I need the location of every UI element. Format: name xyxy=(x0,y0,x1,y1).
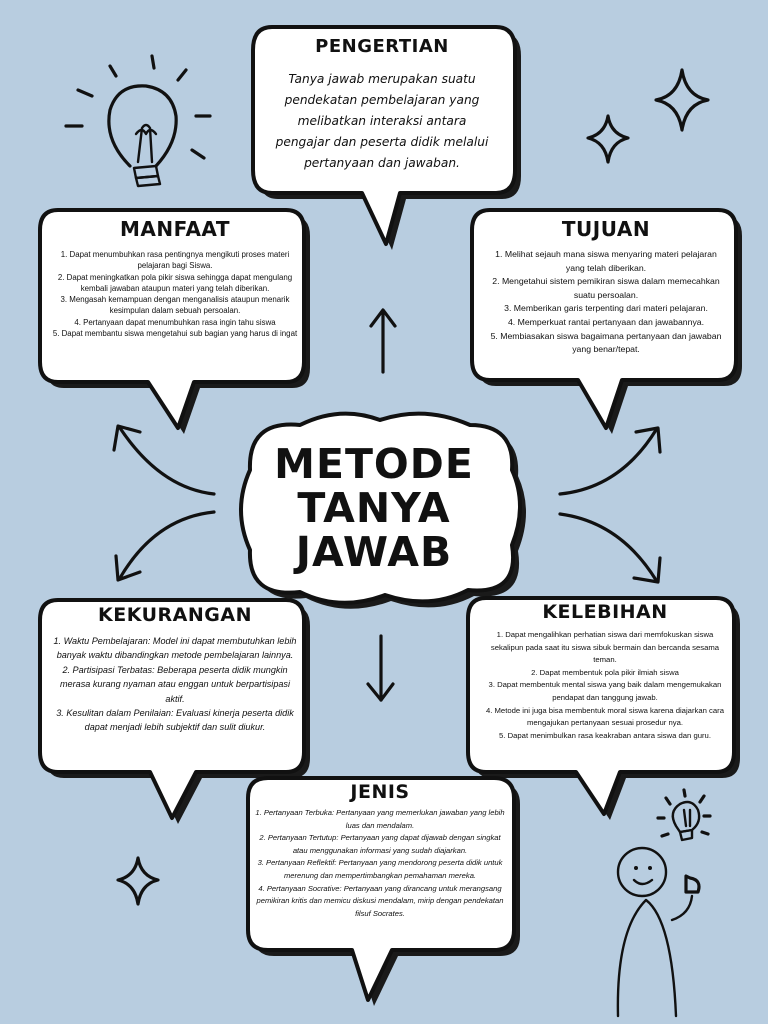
arrow-down-left xyxy=(116,512,214,580)
jenis-title: JENIS xyxy=(350,781,410,803)
manfaat-item: 5. Dapat membantu siswa mengetahui sub bagian yang harus di ingat xyxy=(52,329,298,339)
pengertian-section xyxy=(270,36,494,174)
kelebihan-item: 1. Dapat mengalihkan perhatian siswa dari memfokuskan siswa sekalipun pada saat itu siswa sibuk bermain dan bercanda sesama teman. xyxy=(490,630,720,665)
kelebihan-item: 3. Dapat membentuk mental siswa yang baik dalam mengemukakan pendapat dan tanggung jawab. xyxy=(488,680,722,702)
kelebihan-list xyxy=(482,629,728,742)
center-title-line-3: JAWAB xyxy=(295,528,453,576)
manfaat-item: 2. Dapat meningkatkan pola pikir siswa sehingga dapat mengulang kembali jawaban ataupun materi yang telah diberikan. xyxy=(57,272,293,293)
arrow-down-right xyxy=(560,514,660,582)
arrow-down xyxy=(368,636,393,700)
manfaat-item: 4. Pertanyaan dapat menumbuhkan rasa ingin tahu siswa xyxy=(74,317,276,327)
jenis-list xyxy=(252,807,508,920)
center-title-line-2: TANYA xyxy=(297,484,451,532)
jenis-item: 2. Pertanyaan Tertutup: Pertanyaan yang dapat dijawab dengan singkat atau menggunakan informasi yang sudah diajarkan. xyxy=(259,833,501,855)
tujuan-list xyxy=(488,248,724,357)
kekurangan-section xyxy=(52,604,298,735)
manfaat-item: 1. Dapat menumbuhkan rasa pentingnya mengikuti proses materi pelajaran bagi Siswa. xyxy=(60,250,290,271)
kelebihan-title: KELEBIHAN xyxy=(542,601,668,623)
kekurangan-item: 3. Kesulitan dalam Penilaian: Evaluasi kinerja peserta didik dapat menjadi lebih subjektif dan sulit diukur. xyxy=(56,708,294,733)
kelebihan-item: 5. Dapat menimbulkan rasa keakraban antara siswa dan guru. xyxy=(499,730,711,740)
jenis-item: 4. Pertanyaan Socrative: Pertanyaan yang dirancang untuk merangsang pemikiran kritis dan memicu diskusi mendalam, mirip dengan pendekatan filsuf Socrates. xyxy=(256,883,504,918)
arrow-up xyxy=(371,310,395,372)
tujuan-section xyxy=(488,217,724,357)
tujuan-item: 3. Memberikan garis terpenting dari materi pelajaran. xyxy=(504,303,708,314)
tujuan-item: 2. Mengetahui sistem pemikiran siswa dalam memecahkan suatu persoalan. xyxy=(492,276,720,300)
sparkle-icon-large xyxy=(656,70,708,130)
tujuan-item: 1. Melihat sejauh mana siswa menyaring materi pelajaran yang telah diberikan. xyxy=(495,249,717,273)
person-with-idea-icon xyxy=(618,790,710,1016)
tujuan-title: TUJUAN xyxy=(561,217,651,241)
manfaat-list xyxy=(52,249,298,339)
manfaat-title: MANFAAT xyxy=(119,217,231,241)
kekurangan-item: 2. Partisipasi Terbatas: Beberapa peserta didik mungkin merasa kurang nyaman atau enggan untuk berpartisipasi aktif. xyxy=(59,664,290,704)
kelebihan-item: 4. Metode ini juga bisa membentuk moral siswa karena diajarkan cara mengajukan pertanyaan sesuai prosedur nya. xyxy=(485,705,724,728)
jenis-item: 1. Pertanyaan Terbuka: Pertanyaan yang memerlukan jawaban yang lebih luas dan mendalam. xyxy=(255,808,505,830)
kelebihan-section xyxy=(482,601,728,742)
arrow-up-left xyxy=(114,426,214,494)
arrow-up-right xyxy=(560,428,660,494)
manfaat-section xyxy=(52,217,298,339)
pengertian-title: PENGERTIAN xyxy=(315,36,449,57)
jenis-item: 3. Pertanyaan Reflektif: Pertanyaan yang mendorong peserta didik untuk merenung dan mempertimbangkan pemahaman mereka. xyxy=(257,858,503,880)
kekurangan-list xyxy=(52,634,298,735)
kekurangan-item: 1. Waktu Pembelajaran: Model ini dapat membutuhkan lebih banyak waktu dibandingkan metode pembelajaran lainnya. xyxy=(53,636,297,661)
tujuan-item: 5. Membiasakan siswa bagaimana pertanyaan dan jawaban yang benar/tepat. xyxy=(490,330,722,355)
lightbulb-icon xyxy=(66,56,210,186)
kelebihan-item: 2. Dapat membentuk pola pikir ilmiah siswa xyxy=(531,667,679,677)
manfaat-item: 3. Mengasah kemampuan dengan menganalisis ataupun menarik kesimpulan dalam sebuah persoalan. xyxy=(60,295,290,316)
center-topic xyxy=(258,442,490,574)
tujuan-item: 4. Memperkuat rantai pertanyaan dan jawabannya. xyxy=(507,316,705,327)
kekurangan-title: KEKURANGAN xyxy=(98,604,252,626)
jenis-section xyxy=(252,781,508,920)
sparkle-icon-small xyxy=(588,116,628,162)
pengertian-body: Tanya jawab merupakan suatu pendekatan pembelajaran yang melibatkan interaksi antara pengajar dan peserta didik melalui pertanyaan dan jawaban. xyxy=(275,72,489,170)
center-title-line-1: METODE xyxy=(274,440,474,488)
sparkle-icon-bottom xyxy=(118,858,158,904)
